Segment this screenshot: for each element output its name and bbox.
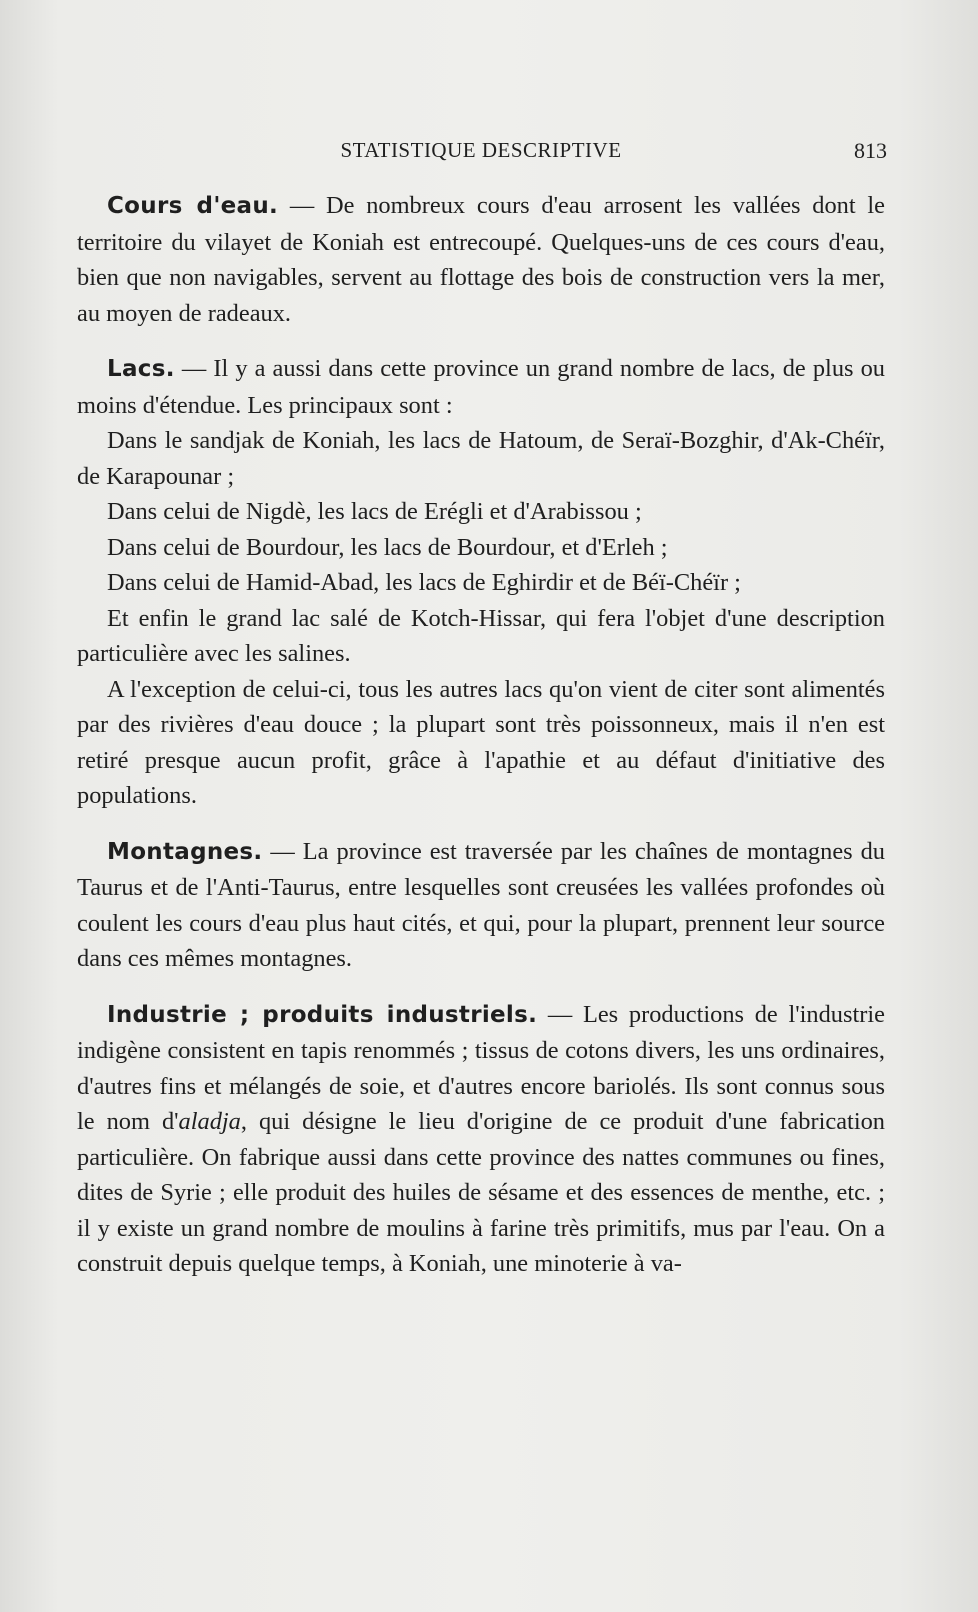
paragraph-text: — De nombreux cours d'eau arrosent les vallées dont le territoire du vilayet de Koniah est entrecoupé. Quelques-uns de ces cours d'eau, bien que non navigables, servent au flottage des bois de construction vers la mer, au moyen de radeaux. bbox=[77, 192, 885, 327]
italic-term: aladja bbox=[178, 1108, 241, 1135]
page-number: 813 bbox=[854, 138, 887, 163]
lake-list-item: Dans le sandjak de Koniah, les lacs de Hatoum, de Seraï-Bozghir, d'Ak-Chéïr, de Karapounar ; bbox=[77, 427, 885, 490]
paragraph-text: — Il y a aussi dans cette province un grand nombre de lacs, de plus ou moins d'étendue. Les principaux sont : bbox=[77, 355, 885, 419]
lake-list-item: Et enfin le grand lac salé de Kotch-Hissar, qui fera l'objet d'une description particulière avec les salines. bbox=[77, 604, 885, 667]
paragraph-text: — Les productions de l'industrie indigène consistent en tapis renommés ; tissus de cotons divers, les uns ordinaires, d'autres fins et mélangés de soie, et d'autres encore bariolés. Ils sont connus sous le nom d' bbox=[77, 1000, 885, 1135]
running-title: STATISTIQUE DESCRIPTIVE bbox=[340, 138, 622, 162]
lake-list-item: Dans celui de Bourdour, les lacs de Bourdour, et d'Erleh ; bbox=[107, 533, 668, 561]
paragraph-industrie bbox=[77, 997, 885, 1282]
lake-list-item: Dans celui de Hamid-Abad, les lacs de Eghirdir et de Béï-Chéïr ; bbox=[107, 569, 741, 596]
paragraph-lacs-closing: A l'exception de celui-ci, tous les autres lacs qu'on vient de citer sont alimentés par des rivières d'eau douce ; la plupart sont très poissonneux, mais il n'en est retiré presque aucun profit, grâce à l'apathie et au défaut d'initiative des populations. bbox=[77, 675, 885, 809]
paragraph-montagnes bbox=[77, 834, 885, 977]
section-heading-montagnes: Montagnes. bbox=[107, 838, 263, 865]
paragraph-text: — La province est traversée par les chaînes de montagnes du Taurus et de l'Anti-Taurus, entre lesquelles sont creusées les vallées profondes où coulent les cours d'eau plus haut cités, et qui, pour la plupart, prennent leur source dans ces mêmes montagnes. bbox=[77, 837, 885, 972]
lake-list-item: Dans celui de Nigdè, les lacs de Erégli et d'Arabissou ; bbox=[107, 498, 642, 525]
running-header bbox=[75, 138, 887, 168]
paragraph-cours-deau bbox=[77, 188, 885, 331]
section-heading-lacs: Lacs. bbox=[107, 356, 175, 382]
paragraph-lacs bbox=[77, 351, 885, 423]
paragraph-text: , qui désigne le lieu d'origine de ce produit d'une fabrication particulière. On fabrique aussi dans cette province des nattes communes ou fines, dites de Syrie ; elle produit des huiles de sésame et des essences de menthe, etc. ; il y existe un grand nombre de moulins à farine très primitifs, mus par l'eau. On a construit depuis quelque temps, à Koniah, une minoterie à va- bbox=[77, 1108, 885, 1277]
section-heading-industrie: Industrie ; produits industriels. bbox=[107, 1001, 538, 1028]
section-heading-cours-deau: Cours d'eau. bbox=[107, 193, 279, 219]
body-text bbox=[77, 188, 885, 1282]
